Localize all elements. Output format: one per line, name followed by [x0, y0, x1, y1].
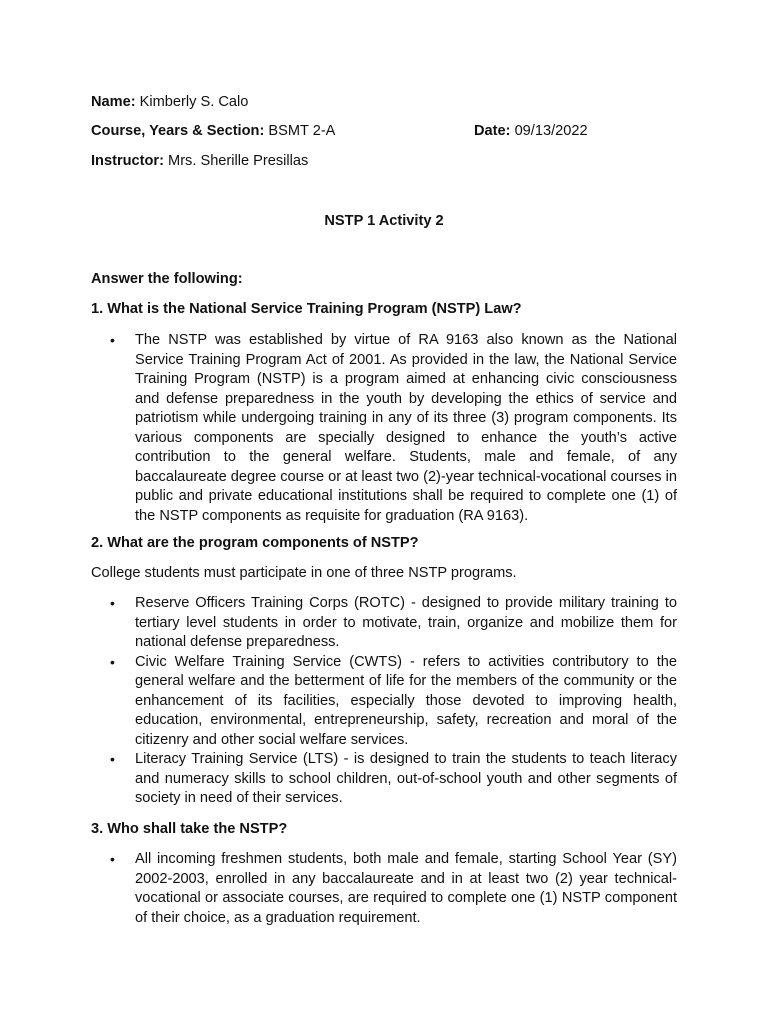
question-2-answer-list: [110, 594, 677, 809]
bullet-icon: •: [110, 332, 115, 348]
bullet-icon: •: [110, 595, 115, 611]
list-item: [110, 653, 677, 751]
course-line: [91, 122, 335, 142]
list-item: [110, 750, 677, 809]
question-2-heading: 2. What are the program components of NSTP?: [91, 535, 419, 551]
name-label: Name:: [91, 94, 136, 110]
date-value: 09/13/2022: [514, 123, 588, 139]
list-item: [110, 331, 677, 526]
question-1-answer-list: [110, 331, 677, 526]
instructor-label: Instructor:: [91, 153, 164, 169]
date-label: Date:: [474, 123, 511, 139]
date-line: [474, 122, 588, 142]
name-value: Kimberly S. Calo: [139, 94, 249, 110]
bullet-icon: •: [110, 653, 115, 670]
list-item: [110, 594, 677, 653]
name-line: [91, 93, 248, 113]
question-3-bullet-1: All incoming freshmen students, both male and female, starting School Year (SY) 2002-2003, enrolled in any baccalaureate and in at least two (2) year technical-vocational or associate courses, are required to complete one (1) NSTP component of their choice, as a graduation requirement.: [135, 851, 677, 926]
question-1-heading: 1. What is the National Service Training Program (NSTP) Law?: [91, 301, 522, 317]
question-3-heading: 3. Who shall take the NSTP?: [91, 821, 288, 837]
bullet-icon: •: [110, 751, 115, 767]
question-2-bullet-3: Literacy Training Service (LTS) - is designed to train the students to teach literacy and numeracy skills to school children, out-of-school youth and other segments of society in need of their services.: [135, 751, 677, 806]
bullet-icon: •: [110, 851, 115, 867]
question-2-bullet-1: Reserve Officers Training Corps (ROTC) - designed to provide military training to tertiary level students in order to motivate, train, organize and mobilize them for national defense preparedness.: [135, 595, 677, 650]
instructor-line: [91, 152, 308, 172]
course-value: BSMT 2-A: [268, 123, 336, 139]
question-1-bullet-1: The NSTP was established by virtue of RA 9163 also known as the National Service Training Program Act of 2001. As provided in the law, the National Service Training Program (NSTP) is a program aimed at enhancing civic consciousness and defense preparedness in the youth by developing the ethics of service and patriotism while undergoing training in any of its three (3) program components. Its various components are specially designed to enhance the youth’s active contribution to the general welfare. Students, male and female, of any baccalaureate degree course or at least two (2)-year technical-vocational courses in public and private educational institutions shall be required to complete one (1) of the NSTP components as requisite for graduation (RA 9163).: [135, 332, 677, 524]
instructor-value: Mrs. Sherille Presillas: [168, 153, 309, 169]
course-label: Course, Years & Section:: [91, 123, 265, 139]
document-title: NSTP 1 Activity 2: [324, 213, 444, 229]
question-3-answer-list: [110, 850, 677, 928]
instruction-heading: Answer the following:: [91, 271, 243, 287]
list-item: [110, 850, 677, 928]
question-2-bullet-2: Civic Welfare Training Service (CWTS) - refers to activities contributory to the general welfare and the betterment of life for the members of the community or the enhancement of its facilities, especially those devoted to improving health, education, environmental, entrepreneurship, safety, recreation and moral of the citizenry and other social welfare services.: [135, 653, 677, 748]
question-2-intro: College students must participate in one of three NSTP programs.: [91, 565, 517, 581]
